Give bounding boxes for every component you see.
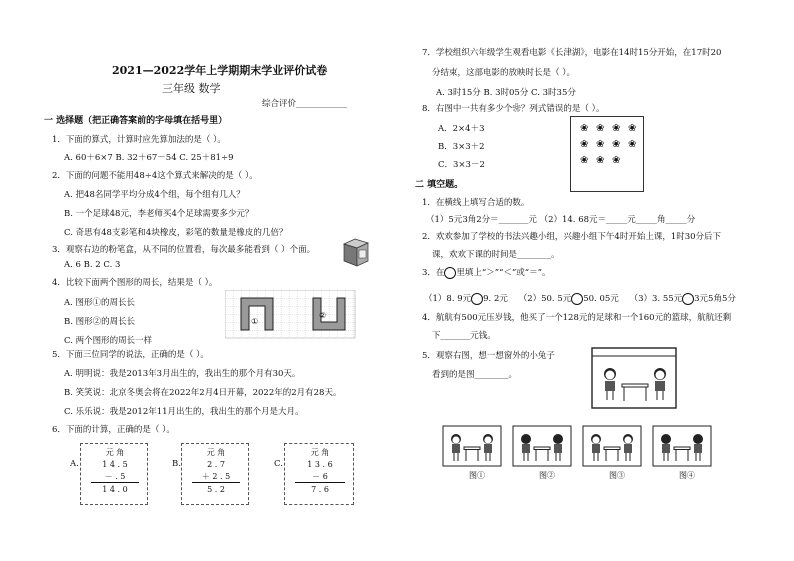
q4-option-a: A. 图形①的周长长 — [64, 298, 136, 308]
flower-icon: ❀ — [628, 139, 637, 150]
q5-option-a: A. 明明说：我是2013年3月出生的，我出生的那个月有30天。 — [64, 369, 301, 379]
section-heading-fill: 二 填空题。 — [415, 180, 464, 190]
classroom-window-scene — [586, 346, 682, 412]
q6-option-b-letter: B. — [172, 459, 181, 469]
f1-stem: 1．在横线上填写合适的数。 — [422, 198, 530, 208]
flower-icon: ❀ — [628, 123, 637, 134]
q2-option-c: C. 奇思有48支彩笔和4块橡皮，彩笔的数量是橡皮的几倍？ — [64, 228, 288, 238]
pic-2-caption: 图② — [539, 471, 555, 480]
q5-option-c: C. 乐乐说：我是2012年11月出生的，我出生的那个月是大月。 — [64, 407, 304, 417]
flower-icon: ❀ — [612, 155, 621, 166]
q2-stem: 2．下面的问题不能用48÷4这个算式来解决的是（ ）。 — [52, 171, 258, 181]
q1-options: A. 60＋6×7 B. 32＋67－54 C. 25＋81÷9 — [64, 153, 234, 163]
q2-option-b: B. 一个足球48元，李老师买4个足球需要多少元？ — [64, 209, 254, 219]
figure-2-label: ② — [319, 311, 327, 320]
flower-icon: ❀ — [580, 139, 589, 150]
page-subtitle: 三年级 数学 — [162, 82, 221, 95]
f3-stem: 3．在 里填上“＞”“＜”或“＝”。 — [422, 268, 551, 278]
compare-circle-1[interactable] — [471, 293, 483, 305]
answer-picture-2[interactable] — [512, 425, 572, 467]
flower-icon: ❀ — [580, 155, 589, 166]
flower-icon: ❀ — [580, 123, 589, 134]
page-title: 2021—2022学年上学期期末学业评价试卷 — [112, 64, 328, 77]
q8-stem: 8．右图中一共有多少个❀？列式错误的是（ ）。 — [422, 104, 605, 114]
pic-4-caption: 图④ — [679, 471, 695, 480]
q8-option-a: A．2×4＋3 — [438, 124, 485, 134]
q6-option-c-box: 元 角 1 3 . 6 － 6 7 . 6 — [284, 443, 354, 505]
figure-1-label: ① — [251, 317, 259, 326]
section-heading-choice: 一 选择题（把正确答案前的字母填在括号里） — [44, 116, 228, 126]
q6-option-c-letter: C. — [274, 459, 283, 469]
answer-picture-3[interactable] — [582, 425, 642, 467]
perimeter-grid-figure — [225, 290, 357, 340]
q7-stem-line1: 7．学校组织六年级学生观看电影《长津湖》，电影在14时15分开始，在17时20 — [422, 48, 722, 58]
q5-stem: 5．下面三位同学的说法，正确的是（ ）。 — [52, 350, 209, 360]
q1-stem: 1．下面的算式，计算时应先算加法的是（ ）。 — [52, 135, 226, 145]
q7-stem-line2: 分结束，这部电影的放映时长是（ ）。 — [432, 68, 575, 78]
f2-line2: 课，欢欢下课的时间是________。 — [432, 250, 560, 260]
f4-line2: 下_______元钱。 — [432, 331, 496, 341]
q4-stem: 4．比较下面两个图形的周长，结果是（ ）。 — [52, 278, 218, 288]
q6-option-b-box: 元 角 2 . 7 ＋ 2 . 5 5 . 2 — [181, 443, 249, 505]
q6-option-a-box: 元 角 1 4 . 5 － . 5 1 4 . 0 — [80, 443, 148, 505]
chalk-box-image — [341, 236, 371, 268]
answer-picture-1[interactable] — [442, 425, 502, 467]
q3-options: A. 6 B. 2 C. 3 — [64, 260, 121, 270]
q3-stem: 3．观察右边的粉笔盒，从不同的位置看，每次最多能看到（ ）个面。 — [52, 245, 316, 255]
flower-icon: ❀ — [612, 123, 621, 134]
compare-circle — [444, 267, 456, 279]
q6-option-a-letter: A. — [70, 459, 79, 469]
q4-option-c: C. 两个图形的周长一样 — [64, 336, 153, 346]
f5-line1: 5．观察右图，想一想窗外的小兔子 — [422, 351, 555, 361]
f3-items: （1）8. 9元 9. 2元 （2）50. 5元 50. 05元 （3）3. 55元 3元5角5分 — [424, 294, 736, 304]
q2-option-a: A. 把48名同学平均分成4个组，每个组有几人？ — [64, 190, 245, 200]
f1-line: （1）5元3角2分＝_______元 （2）14. 68元＝_____元_____角_____分 — [426, 215, 696, 225]
q4-option-b: B. 图形②的周长长 — [64, 317, 136, 327]
answer-picture-4[interactable] — [652, 425, 712, 467]
score-field[interactable]: 综合评价____________ — [262, 99, 348, 109]
compare-circle-2[interactable] — [571, 293, 583, 305]
pic-3-caption: 图③ — [609, 471, 625, 480]
flower-icon: ❀ — [596, 155, 605, 166]
q7-options: A. 3时15分 B. 3时05分 C. 3时35分 — [436, 88, 576, 98]
f5-line2: 看到的是图________。 — [432, 370, 518, 380]
q5-option-b: B. 笑笑说：北京冬奥会将在2022年2月4日开幕，2022年的2月有28天。 — [64, 388, 342, 398]
compare-circle-3[interactable] — [682, 293, 694, 305]
q8-option-c: C．3×3－2 — [438, 160, 485, 170]
flower-icon: ❀ — [596, 123, 605, 134]
flower-icon: ❀ — [596, 139, 605, 150]
q8-option-b: B．3×3＋2 — [438, 142, 485, 152]
pic-1-caption: 图① — [469, 471, 485, 480]
f4-line1: 4．航航有500元压岁钱，他买了一个128元的足球和一个160元的篮球，航航还剩 — [422, 313, 732, 323]
flower-icon: ❀ — [612, 139, 621, 150]
f2-line1: 2．欢欢参加了学校的书法兴趣小组，兴趣小组下午4时开始上课，1时30分后下 — [422, 232, 722, 242]
q6-stem: 6．下面的计算，正确的是（ ）。 — [52, 425, 175, 435]
